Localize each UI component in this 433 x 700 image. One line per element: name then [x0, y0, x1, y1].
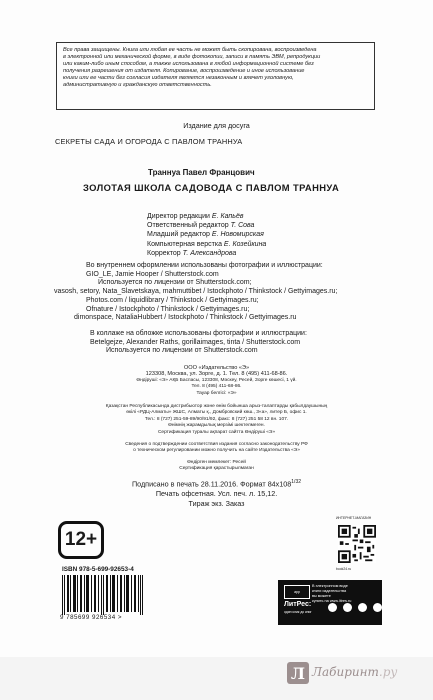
litres-logo: ЛитРес: [284, 601, 312, 608]
cover-photo-credits: В коллаже на обложке использованы фотографии и иллюстрации: Betelgejze, Alexander Raths, gorillaimages, tinta / Shutterstock.com Используется по лицензии от Shutterstock.com [90, 330, 307, 355]
book-title: ЗОЛОТАЯ ШКОЛА САДОВОДА С ПАВЛОМ ТРАННУА [83, 182, 340, 193]
app-icon: app [284, 585, 310, 599]
edition-type: Издание для досуга [183, 121, 250, 130]
windows-icon [358, 603, 367, 612]
rights-line: в электронной или механической форме, в виде фотокопии, записи в память ЭВМ, репродукции [63, 54, 321, 61]
rights-notice-box [56, 42, 375, 110]
credit-line: Корректор Т. Александрова [147, 249, 237, 257]
litres-tagline: один клик до книг [284, 610, 312, 614]
print-signed: Подписано в печать 28.11.2016. Формат $84x108^{1/32}$ [131, 479, 302, 489]
credit-line: Ответственный редактор Т. Сова [147, 222, 255, 230]
labirint-logo-icon: Л [287, 662, 309, 684]
rights-line: или каким-либо иным способом, а также использована в любой информационной системе без [63, 61, 314, 68]
print-circulation: Тираж экз. Заказ [188, 498, 245, 508]
country-info: Өндірген мемлекет: Ресей Сертификация қарастырылмаған [179, 460, 254, 472]
barcode-image [60, 575, 155, 615]
qr-code-image [338, 522, 376, 566]
ad-text: В электронном виде книги издательства вы можете купить на www.litres.ru [312, 584, 352, 603]
rights-line: книги или ее части без согласия издателя является незаконным и влечет уголовную, [63, 75, 294, 82]
series-title: СЕКРЕТЫ САДА И ОГОРОДА С ПАВЛОМ ТРАННУА [55, 137, 243, 146]
kazakhstan-distributor-info: Қазақстан Республикасында дистрибьютор және өнім бойынша арыз-талаптарды қабылдаушының өкілі «РДЦ-Алматы» ЖШС, Алматы қ., Домбровский көш., 3«а», литер Б, офис 1. Тел.: 8 (727) 251-59-89/90/91/92, факс: 8 (727) 251 58 12 вн. 107. Өнімнің жарамдылық мерзімі шектелмеген. Сертификация туралы ақпарат сайтта Өндіруші «Э» [105, 404, 328, 435]
print-type: Печать офсетная. Усл. печ. л. 15,12. [155, 488, 278, 498]
platform-icons [328, 603, 382, 612]
blackberry-icon [373, 603, 382, 612]
rights-line: получения разрешения от издателя. Копирование, воспроизведение и иное использование [63, 68, 305, 75]
qr-caption: ИНТЕРНЕТ-МАГАЗИН [336, 516, 372, 520]
age-rating-badge: 12+ [58, 521, 104, 559]
barcode-number: 9 785699 926534 > [60, 614, 123, 621]
rights-line: Все права защищены. Книга или любая ее часть не может быть скопирована, воспроизведена [63, 47, 317, 53]
credit-line: Младший редактор Е. Новомирская [147, 231, 264, 239]
rights-line: административную и гражданскую ответственность. [63, 82, 212, 89]
publisher-info: ООО «Издательство «Э» 123308, Москва, ул. Зорге, д. 1. Тел. 8 (495) 411-68-86. Өндіруші: «Э» АҚБ Баспасы, 123308, Мәскеу, Ресей, Зорге көшесі, 1 үй. Тел. 8 (495) 411-68-86. Тауар белгісі: «Э» [136, 365, 297, 396]
author-name: Траннуа Павел Францович [148, 168, 255, 177]
apple-icon [328, 603, 337, 612]
editorial-credits [147, 212, 266, 258]
credit-line: Компьютерная верстка Е. Козейкина [147, 240, 267, 248]
isbn: ISBN 978-5-699-92653-4 [62, 566, 134, 573]
credit-line: Директор редакции Е. Капьёв [147, 213, 244, 220]
litres-ad-block [278, 580, 382, 625]
qr-url: book24.ru [336, 567, 352, 571]
labirint-watermark-text: Лабиринт.ру [312, 665, 398, 679]
android-icon [343, 603, 352, 612]
print-info [0, 478, 433, 508]
inside-photo-credits: Во внутреннем оформлении использованы фотографии и иллюстрации: GIO_LE, Jamie Hooper / Shutterstock.com Используется по лицензии от Shutterstock.com; vasosh, setory, Nata_Slavetskaya, mahmuttibet / Istockphoto / Thinkstock / Gettyimages.ru; Photos.com / liquidlibrary / Thinkstock / Gettyimages.ru; Ofnature / Istockphoto / Thinkstock / Gettyimages.ru; dimonspace, NataliaHubbert / Istockphoto / Thinkstock / Gettyimages.ru [54, 262, 338, 322]
certification-info: Сведения о подтверждении соответствия издания согласно законодательству РФ о техническом регулировании можно получить на сайте Издательства «Э» [125, 442, 308, 454]
